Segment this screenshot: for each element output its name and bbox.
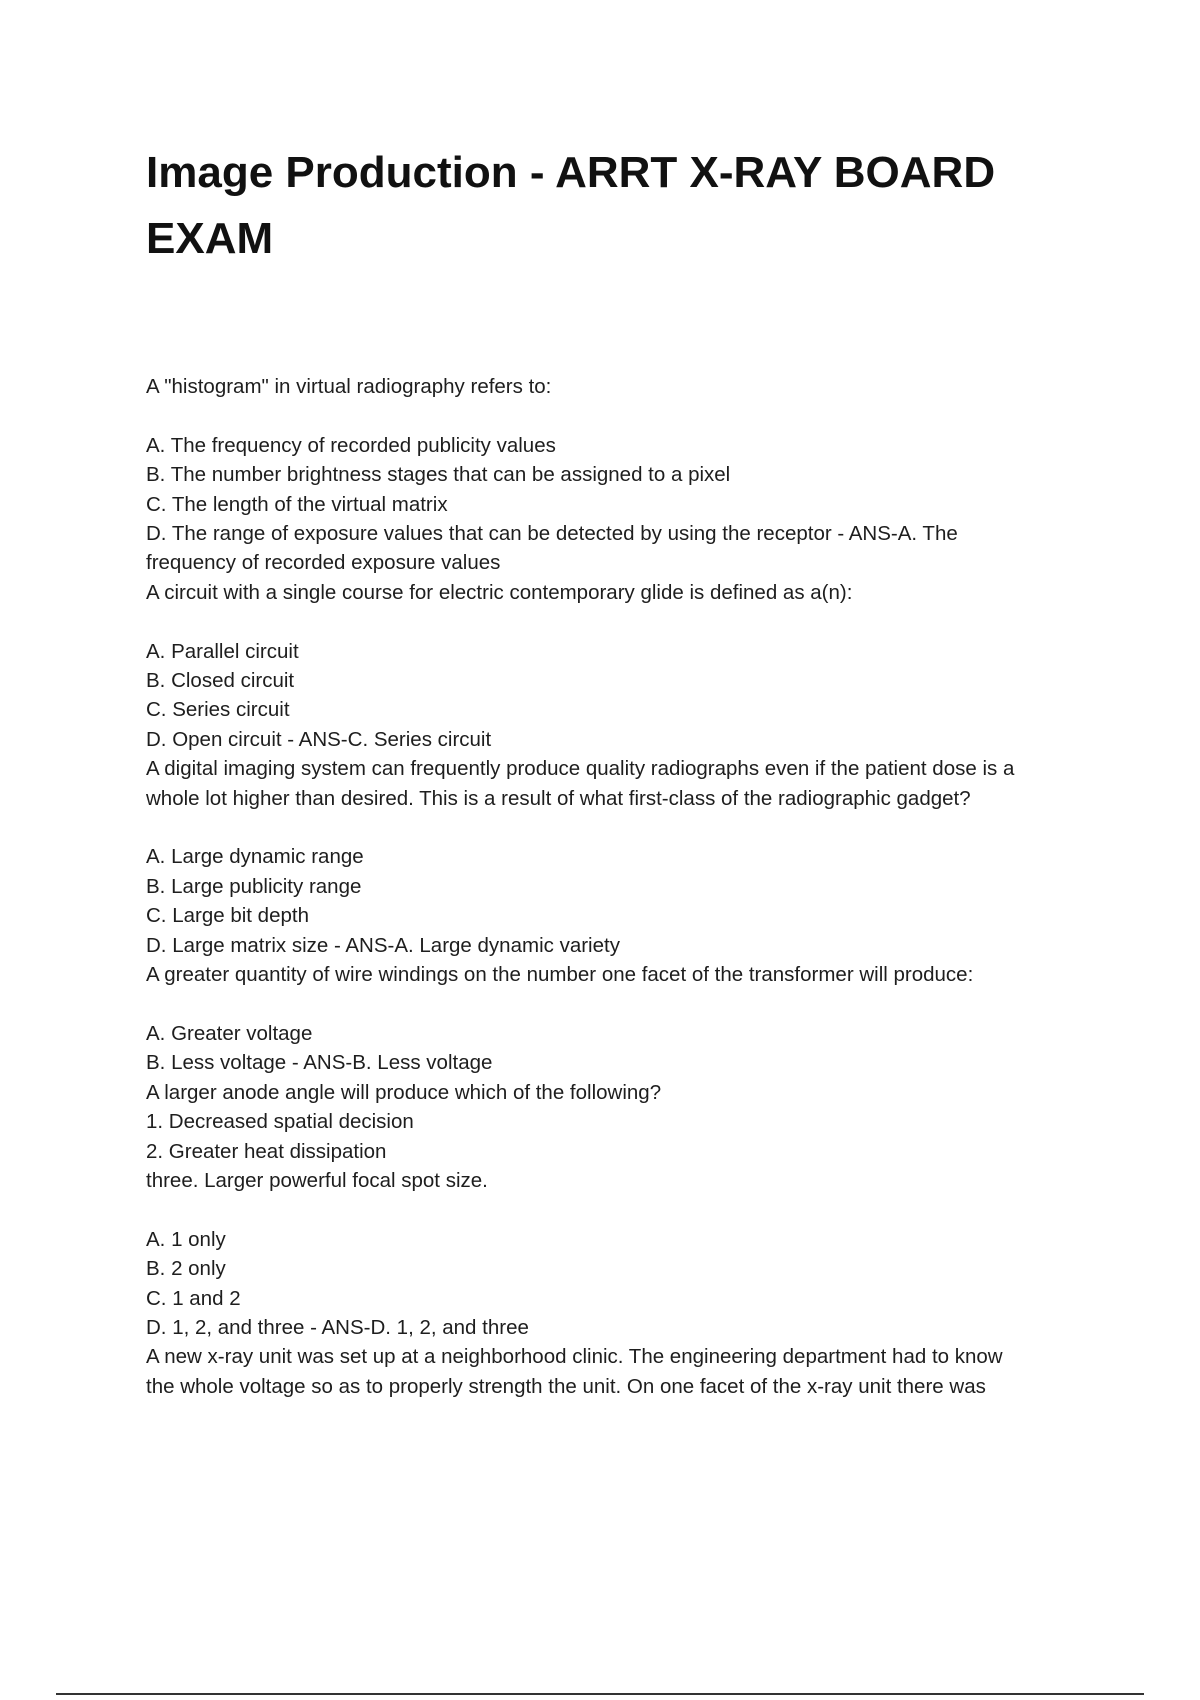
blank-line [146, 989, 1106, 1018]
text-line: D. Large matrix size - ANS-A. Large dynamic variety [146, 933, 620, 957]
text-line: B. The number brightness stages that can be assigned to a pixel [146, 463, 731, 487]
text-line: A digital imaging system can frequently produce quality radiographs even if the patient dose is a [146, 757, 1015, 781]
text-line: D. 1, 2, and three - ANS-D. 1, 2, and three [146, 1315, 529, 1339]
text-line: A. The frequency of recorded publicity values [146, 433, 556, 457]
blank-line [146, 401, 1106, 430]
text-line: A circuit with a single course for electric contemporary glide is defined as a(n): [146, 580, 853, 604]
text-line: B. Closed circuit [146, 669, 295, 693]
text-line: frequency of recorded exposure values [146, 551, 501, 575]
blank-line [146, 813, 1106, 842]
text-line: A new x-ray unit was set up at a neighborhood clinic. The engineering department had to know [146, 1345, 1003, 1369]
blank-line [146, 607, 1106, 636]
text-line: C. The length of the virtual matrix [146, 492, 448, 516]
text-line: C. Large bit depth [146, 904, 309, 928]
document-title: Image Production - ARRT X-RAY BOARD EXAM [146, 148, 996, 263]
text-line: three. Larger powerful focal spot size. [146, 1168, 488, 1192]
text-line: A "histogram" in virtual radiography refers to: [146, 375, 552, 398]
blank-line [146, 1195, 1106, 1224]
text-line: 1. Decreased spatial decision [146, 1110, 414, 1134]
text-line: A. Large dynamic range [146, 845, 364, 869]
text-line: D. The range of exposure values that can be detected by using the receptor - ANS-A. The [146, 522, 958, 546]
text-line: whole lot higher than desired. This is a result of what first-class of the radiographic gadget? [146, 786, 971, 810]
text-line: C. Series circuit [146, 698, 290, 722]
text-line: C. 1 and 2 [146, 1286, 241, 1310]
text-line: A greater quantity of wire windings on the number one facet of the transformer will produce: [146, 963, 974, 987]
text-line: A. Greater voltage [146, 1021, 313, 1045]
text-line: A. Parallel circuit [146, 639, 299, 663]
text-line: B. Less voltage - ANS-B. Less voltage [146, 1051, 493, 1075]
text-line: B. Large publicity range [146, 874, 362, 898]
text-line: D. Open circuit - ANS-C. Series circuit [146, 727, 492, 751]
text-line: A. 1 only [146, 1227, 226, 1251]
text-line: 2. Greater heat dissipation [146, 1139, 387, 1163]
text-line: B. 2 only [146, 1257, 226, 1281]
text-line: A larger anode angle will produce which of the following? [146, 1080, 662, 1104]
footer-divider [56, 1693, 1144, 1695]
text-line: the whole voltage so as to properly strength the unit. On one facet of the x-ray unit there was [146, 1374, 986, 1398]
document-body [146, 372, 1106, 1401]
